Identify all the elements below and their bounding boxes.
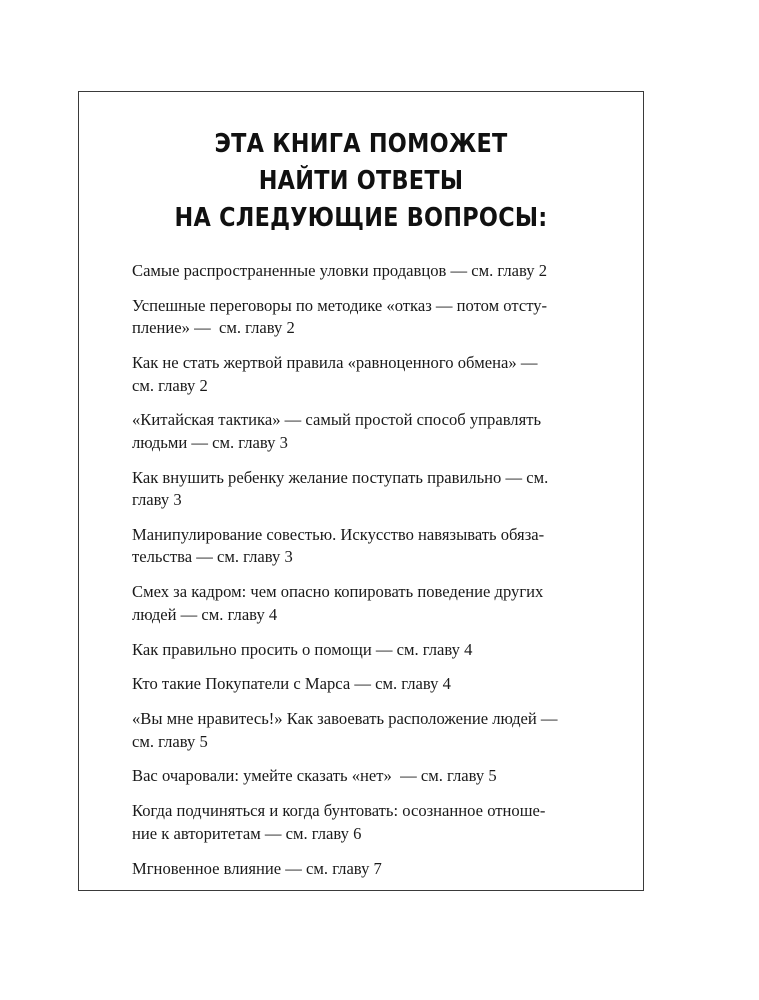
item-line: людей — см. главу 4 bbox=[132, 604, 278, 624]
item-line: Манипулирование совестью. Искусство навязывать обяза- bbox=[132, 524, 545, 544]
questions-list bbox=[132, 260, 598, 892]
page-frame bbox=[78, 91, 644, 891]
item-line: главу 3 bbox=[132, 490, 182, 510]
heading-line: НАЙТИ ОТВЕТЫ bbox=[258, 166, 464, 196]
question-item bbox=[132, 858, 598, 881]
question-item bbox=[132, 409, 598, 454]
item-line: Как правильно просить о помощи — см. главу 4 bbox=[132, 639, 473, 659]
item-line: Самые распространенные уловки продавцов — см. главу 2 bbox=[132, 261, 548, 280]
item-line: Как не стать жертвой правила «равноценного обмена» — bbox=[132, 353, 538, 373]
heading-line: НА СЛЕДУЮЩИЕ ВОПРОСЫ: bbox=[174, 203, 548, 233]
question-item bbox=[132, 260, 598, 283]
item-line: «Китайская тактика» — самый простой способ управлять bbox=[132, 410, 542, 430]
item-line: Когда подчиняться и когда бунтовать: осознанное отноше- bbox=[132, 801, 546, 821]
question-item bbox=[132, 639, 598, 662]
item-line: пление» — см. главу 2 bbox=[132, 318, 295, 338]
item-line: «Вы мне нравитесь!» Как завоевать расположение людей — bbox=[132, 709, 558, 729]
question-item bbox=[132, 352, 598, 397]
item-line: Успешные переговоры по методике «отказ — потом отсту- bbox=[132, 295, 548, 315]
item-line: см. главу 2 bbox=[132, 375, 208, 395]
item-line: Вас очаровали: умейте сказать «нет» — см. главу 5 bbox=[132, 766, 497, 786]
item-line: см. главу 5 bbox=[132, 731, 208, 751]
question-item bbox=[132, 467, 598, 512]
item-line: Как внушить ребенку желание поступать правильно — см. bbox=[132, 467, 549, 487]
question-item bbox=[132, 295, 598, 340]
question-item bbox=[132, 708, 598, 753]
item-line: людьми — см. главу 3 bbox=[132, 432, 288, 452]
item-line: Мгновенное влияние — см. главу 7 bbox=[132, 858, 382, 878]
item-line: тельства — см. главу 3 bbox=[132, 547, 293, 567]
question-item bbox=[132, 524, 598, 569]
heading-line: ЭТА КНИГА ПОМОЖЕТ bbox=[214, 129, 508, 159]
question-item bbox=[132, 581, 598, 626]
item-line: Кто такие Покупатели с Марса — см. главу 4 bbox=[132, 674, 451, 694]
item-line: Смех за кадром: чем опасно копировать поведение других bbox=[132, 582, 544, 602]
item-line: ние к авторитетам — см. главу 6 bbox=[132, 823, 362, 843]
question-item bbox=[132, 765, 598, 788]
page-heading bbox=[118, 126, 603, 237]
question-item bbox=[132, 800, 598, 845]
question-item bbox=[132, 673, 598, 696]
